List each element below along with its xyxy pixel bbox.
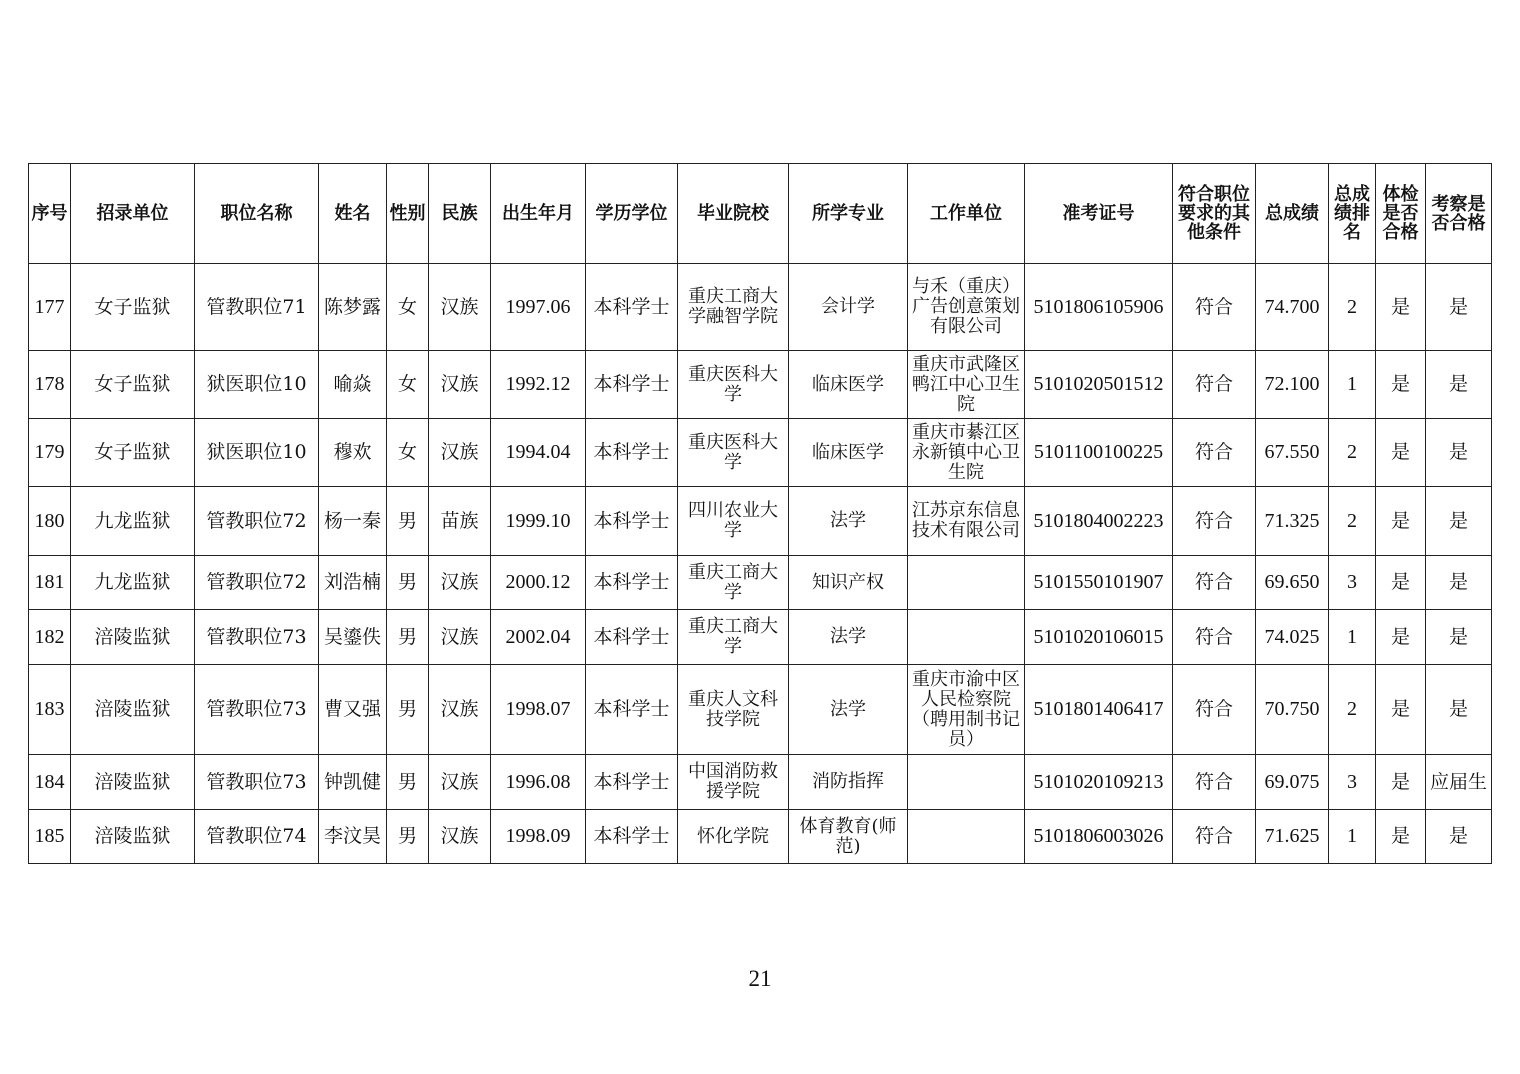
cell-exam-no: 5101806003026: [1025, 810, 1173, 864]
cell-other-req: 符合: [1173, 351, 1256, 419]
page-number: 21: [748, 966, 772, 991]
cell-degree: 本科学士: [586, 419, 678, 487]
table-row: [29, 351, 1492, 419]
cell-name: 李汶昊: [319, 810, 387, 864]
cell-rank: 2: [1329, 487, 1376, 556]
cell-birth: 1997.06: [491, 264, 586, 351]
cell-exam-no: 5101801406417: [1025, 665, 1173, 755]
cell-major: 临床医学: [789, 419, 908, 487]
cell-unit: 涪陵监狱: [71, 610, 195, 665]
cell-gender: 男: [387, 755, 429, 810]
cell-degree: 本科学士: [586, 556, 678, 610]
cell-major: 体育教育(师范): [789, 810, 908, 864]
cell-employer: 重庆市武隆区鸭江中心卫生院: [908, 351, 1025, 419]
header-major: 所学专业: [789, 164, 908, 264]
cell-position: 狱医职位10: [195, 419, 319, 487]
cell-position: 管教职位72: [195, 556, 319, 610]
cell-name: 喻焱: [319, 351, 387, 419]
cell-unit: 涪陵监狱: [71, 810, 195, 864]
cell-exam-no: 5101100100225: [1025, 419, 1173, 487]
cell-score: 71.325: [1256, 487, 1329, 556]
cell-physical: 是: [1376, 810, 1426, 864]
cell-seq: 181: [29, 556, 71, 610]
header-gender: 性别: [387, 164, 429, 264]
cell-position: 管教职位71: [195, 264, 319, 351]
cell-physical: 是: [1376, 556, 1426, 610]
header-school: 毕业院校: [678, 164, 789, 264]
cell-major: 消防指挥: [789, 755, 908, 810]
cell-score: 72.100: [1256, 351, 1329, 419]
header-score: 总成绩: [1256, 164, 1329, 264]
cell-seq: 184: [29, 755, 71, 810]
cell-name: 曹又强: [319, 665, 387, 755]
cell-birth: 1998.09: [491, 810, 586, 864]
header-seq: 序号: [29, 164, 71, 264]
cell-other-req: 符合: [1173, 556, 1256, 610]
cell-school: 重庆医科大学: [678, 419, 789, 487]
cell-unit: 涪陵监狱: [71, 755, 195, 810]
table-row: [29, 419, 1492, 487]
cell-birth: 2000.12: [491, 556, 586, 610]
cell-rank: 2: [1329, 264, 1376, 351]
cell-degree: 本科学士: [586, 665, 678, 755]
header-inspection: 考察是否合格: [1426, 164, 1492, 264]
cell-name: 杨一秦: [319, 487, 387, 556]
cell-major: 知识产权: [789, 556, 908, 610]
cell-employer: 江苏京东信息技术有限公司: [908, 487, 1025, 556]
header-other-req: 符合职位要求的其他条件: [1173, 164, 1256, 264]
header-unit: 招录单位: [71, 164, 195, 264]
table-row: [29, 755, 1492, 810]
cell-ethnicity: 汉族: [429, 419, 491, 487]
cell-seq: 180: [29, 487, 71, 556]
cell-physical: 是: [1376, 419, 1426, 487]
cell-inspection: 是: [1426, 665, 1492, 755]
cell-gender: 男: [387, 556, 429, 610]
cell-inspection: 是: [1426, 351, 1492, 419]
cell-degree: 本科学士: [586, 487, 678, 556]
cell-seq: 177: [29, 264, 71, 351]
cell-exam-no: 5101020106015: [1025, 610, 1173, 665]
cell-score: 69.075: [1256, 755, 1329, 810]
cell-ethnicity: 汉族: [429, 556, 491, 610]
cell-seq: 185: [29, 810, 71, 864]
cell-major: 临床医学: [789, 351, 908, 419]
cell-ethnicity: 苗族: [429, 487, 491, 556]
cell-position: 管教职位74: [195, 810, 319, 864]
cell-birth: 1999.10: [491, 487, 586, 556]
cell-employer: 与禾（重庆）广告创意策划有限公司: [908, 264, 1025, 351]
cell-school: 重庆工商大学: [678, 610, 789, 665]
cell-gender: 男: [387, 610, 429, 665]
cell-rank: 1: [1329, 351, 1376, 419]
cell-physical: 是: [1376, 665, 1426, 755]
cell-rank: 3: [1329, 556, 1376, 610]
cell-gender: 男: [387, 487, 429, 556]
header-employer: 工作单位: [908, 164, 1025, 264]
cell-position: 管教职位73: [195, 755, 319, 810]
cell-school: 四川农业大学: [678, 487, 789, 556]
cell-seq: 183: [29, 665, 71, 755]
cell-degree: 本科学士: [586, 264, 678, 351]
cell-score: 74.700: [1256, 264, 1329, 351]
table-row: [29, 487, 1492, 556]
cell-school: 重庆人文科技学院: [678, 665, 789, 755]
cell-score: 71.625: [1256, 810, 1329, 864]
cell-major: 会计学: [789, 264, 908, 351]
header-row: [29, 164, 1492, 264]
cell-seq: 178: [29, 351, 71, 419]
header-exam-no: 准考证号: [1025, 164, 1173, 264]
cell-gender: 女: [387, 351, 429, 419]
cell-rank: 2: [1329, 665, 1376, 755]
cell-inspection: 应届生: [1426, 755, 1492, 810]
cell-physical: 是: [1376, 264, 1426, 351]
cell-ethnicity: 汉族: [429, 755, 491, 810]
cell-school: 怀化学院: [678, 810, 789, 864]
cell-unit: 九龙监狱: [71, 556, 195, 610]
cell-unit: 女子监狱: [71, 419, 195, 487]
cell-inspection: 是: [1426, 419, 1492, 487]
cell-school: 重庆工商大学: [678, 556, 789, 610]
cell-unit: 九龙监狱: [71, 487, 195, 556]
cell-name: 陈梦露: [319, 264, 387, 351]
cell-birth: 1992.12: [491, 351, 586, 419]
table-row: [29, 556, 1492, 610]
cell-name: 吴鎏佚: [319, 610, 387, 665]
header-physical: 体检是否合格: [1376, 164, 1426, 264]
cell-name: 穆欢: [319, 419, 387, 487]
cell-score: 74.025: [1256, 610, 1329, 665]
cell-rank: 3: [1329, 755, 1376, 810]
cell-gender: 女: [387, 264, 429, 351]
results-table: [28, 163, 1492, 864]
header-ethnicity: 民族: [429, 164, 491, 264]
cell-major: 法学: [789, 665, 908, 755]
cell-major: 法学: [789, 610, 908, 665]
cell-degree: 本科学士: [586, 351, 678, 419]
cell-degree: 本科学士: [586, 610, 678, 665]
cell-degree: 本科学士: [586, 810, 678, 864]
table-row: [29, 264, 1492, 351]
cell-seq: 182: [29, 610, 71, 665]
cell-physical: 是: [1376, 610, 1426, 665]
cell-birth: 2002.04: [491, 610, 586, 665]
cell-inspection: 是: [1426, 610, 1492, 665]
cell-exam-no: 5101806105906: [1025, 264, 1173, 351]
cell-other-req: 符合: [1173, 755, 1256, 810]
table-row: [29, 810, 1492, 864]
header-birth: 出生年月: [491, 164, 586, 264]
table-row: [29, 665, 1492, 755]
cell-other-req: 符合: [1173, 810, 1256, 864]
cell-other-req: 符合: [1173, 419, 1256, 487]
header-degree: 学历学位: [586, 164, 678, 264]
header-rank: 总成绩排名: [1329, 164, 1376, 264]
cell-position: 狱医职位10: [195, 351, 319, 419]
cell-exam-no: 5101804002223: [1025, 487, 1173, 556]
table-row: [29, 610, 1492, 665]
cell-other-req: 符合: [1173, 487, 1256, 556]
header-name: 姓名: [319, 164, 387, 264]
cell-inspection: 是: [1426, 810, 1492, 864]
cell-employer: 重庆市綦江区永新镇中心卫生院: [908, 419, 1025, 487]
cell-physical: 是: [1376, 755, 1426, 810]
cell-employer: [908, 556, 1025, 610]
cell-inspection: 是: [1426, 556, 1492, 610]
cell-physical: 是: [1376, 487, 1426, 556]
cell-unit: 女子监狱: [71, 351, 195, 419]
cell-ethnicity: 汉族: [429, 264, 491, 351]
cell-seq: 179: [29, 419, 71, 487]
cell-gender: 女: [387, 419, 429, 487]
cell-gender: 男: [387, 810, 429, 864]
cell-ethnicity: 汉族: [429, 665, 491, 755]
cell-birth: 1994.04: [491, 419, 586, 487]
cell-school: 重庆工商大学融智学院: [678, 264, 789, 351]
cell-other-req: 符合: [1173, 264, 1256, 351]
cell-ethnicity: 汉族: [429, 610, 491, 665]
cell-exam-no: 5101020109213: [1025, 755, 1173, 810]
cell-employer: [908, 610, 1025, 665]
cell-inspection: 是: [1426, 264, 1492, 351]
cell-birth: 1998.07: [491, 665, 586, 755]
cell-degree: 本科学士: [586, 755, 678, 810]
cell-exam-no: 5101550101907: [1025, 556, 1173, 610]
cell-employer: [908, 755, 1025, 810]
cell-position: 管教职位73: [195, 665, 319, 755]
cell-ethnicity: 汉族: [429, 351, 491, 419]
cell-employer: 重庆市渝中区人民检察院（聘用制书记员）: [908, 665, 1025, 755]
cell-school: 重庆医科大学: [678, 351, 789, 419]
cell-birth: 1996.08: [491, 755, 586, 810]
cell-rank: 1: [1329, 610, 1376, 665]
cell-inspection: 是: [1426, 487, 1492, 556]
cell-position: 管教职位73: [195, 610, 319, 665]
cell-unit: 涪陵监狱: [71, 665, 195, 755]
cell-rank: 1: [1329, 810, 1376, 864]
cell-exam-no: 5101020501512: [1025, 351, 1173, 419]
cell-score: 67.550: [1256, 419, 1329, 487]
cell-physical: 是: [1376, 351, 1426, 419]
cell-employer: [908, 810, 1025, 864]
cell-unit: 女子监狱: [71, 264, 195, 351]
cell-other-req: 符合: [1173, 665, 1256, 755]
cell-other-req: 符合: [1173, 610, 1256, 665]
cell-score: 70.750: [1256, 665, 1329, 755]
header-position: 职位名称: [195, 164, 319, 264]
cell-name: 刘浩楠: [319, 556, 387, 610]
cell-major: 法学: [789, 487, 908, 556]
cell-position: 管教职位72: [195, 487, 319, 556]
cell-gender: 男: [387, 665, 429, 755]
table-body: [29, 264, 1492, 864]
cell-name: 钟凯健: [319, 755, 387, 810]
cell-school: 中国消防救援学院: [678, 755, 789, 810]
cell-ethnicity: 汉族: [429, 810, 491, 864]
cell-score: 69.650: [1256, 556, 1329, 610]
cell-rank: 2: [1329, 419, 1376, 487]
